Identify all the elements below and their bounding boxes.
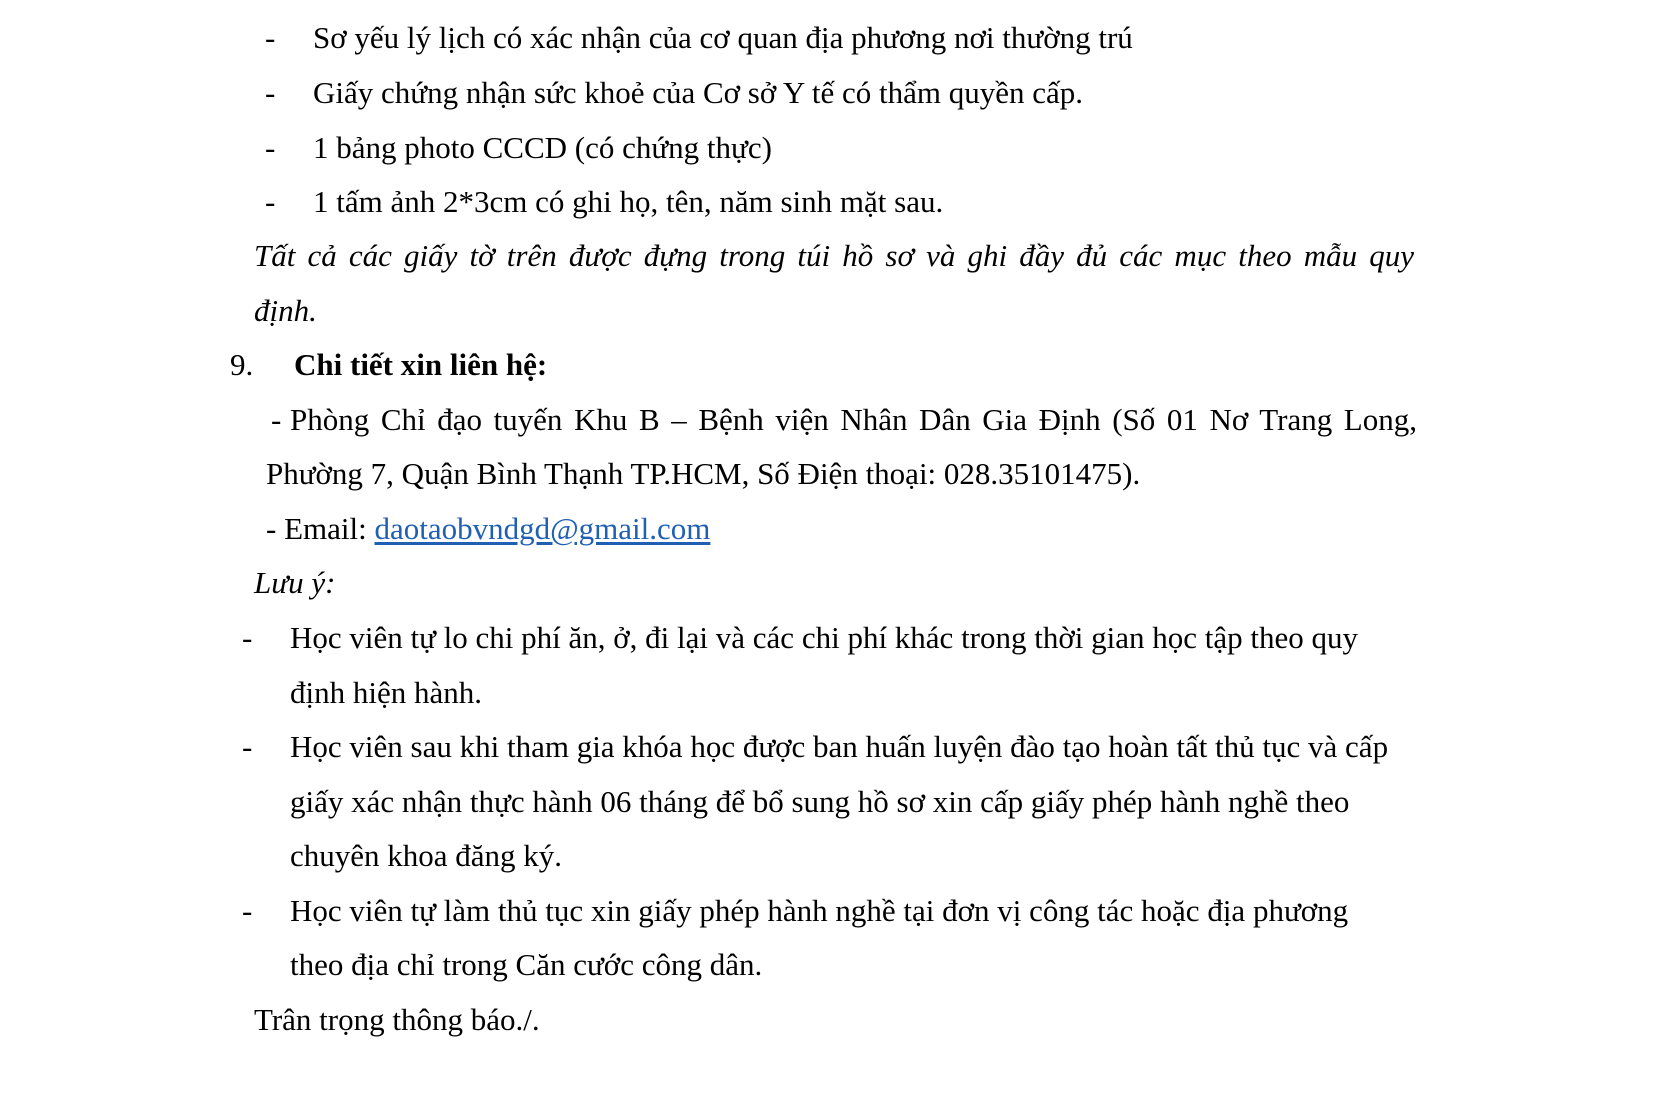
closing-text: Trân trọng thông báo./. [254, 1002, 540, 1037]
bullet-dash: - [265, 130, 276, 165]
email-label: - Email: [266, 511, 375, 546]
contact-address-line1: Phòng Chỉ đạo tuyến Khu B – Bệnh viện Nhân Dân Gia Định (Số 01 Nơ Trang Long, [290, 402, 1417, 437]
contact-address-line2: Phường 7, Quận Bình Thạnh TP.HCM, Số Điện thoại: 028.35101475). [266, 456, 1141, 491]
bullet-dash: - [265, 20, 276, 55]
bullet-dash: - [242, 893, 253, 928]
note-item-line: Học viên tự làm thủ tục xin giấy phép hành nghề tại đơn vị công tác hoặc địa phương [290, 893, 1349, 928]
bullet-dash: - [265, 184, 276, 219]
documents-note-line1: Tất cả các giấy tờ trên được đựng trong túi hồ sơ và ghi đầy đủ các mục theo mẫu quy [254, 238, 1414, 273]
bullet-dash: - [242, 620, 253, 655]
note-item-line: theo địa chỉ trong Căn cước công dân. [290, 947, 763, 982]
document-item: Sơ yếu lý lịch có xác nhận của cơ quan địa phương nơi thường trú [313, 20, 1133, 55]
document-item: Giấy chứng nhận sức khoẻ của Cơ sở Y tế có thẩm quyền cấp. [313, 75, 1083, 110]
document-item: 1 bảng photo CCCD (có chứng thực) [313, 130, 772, 165]
section-number: 9. [230, 347, 254, 382]
email-row [266, 513, 710, 544]
notes-heading: Lưu ý: [254, 565, 336, 600]
note-item-line: định hiện hành. [290, 675, 482, 710]
email-link[interactable]: daotaobvndgd@gmail.com [374, 511, 711, 546]
note-item-line: giấy xác nhận thực hành 06 tháng để bổ sung hồ sơ xin cấp giấy phép hành nghề theo [290, 784, 1350, 819]
address-dash: - [271, 402, 282, 437]
note-item-line: Học viên sau khi tham gia khóa học được ban huấn luyện đào tạo hoàn tất thủ tục và cấp [290, 729, 1389, 764]
note-item-line: chuyên khoa đăng ký. [290, 838, 563, 873]
section-heading: Chi tiết xin liên hệ: [294, 347, 548, 382]
note-item-line: Học viên tự lo chi phí ăn, ở, đi lại và các chi phí khác trong thời gian học tập theo quy [290, 620, 1359, 655]
bullet-dash: - [265, 75, 276, 110]
document-item: 1 tấm ảnh 2*3cm có ghi họ, tên, năm sinh mặt sau. [313, 184, 944, 219]
bullet-dash: - [242, 729, 253, 764]
documents-note-line2: định. [254, 293, 317, 328]
